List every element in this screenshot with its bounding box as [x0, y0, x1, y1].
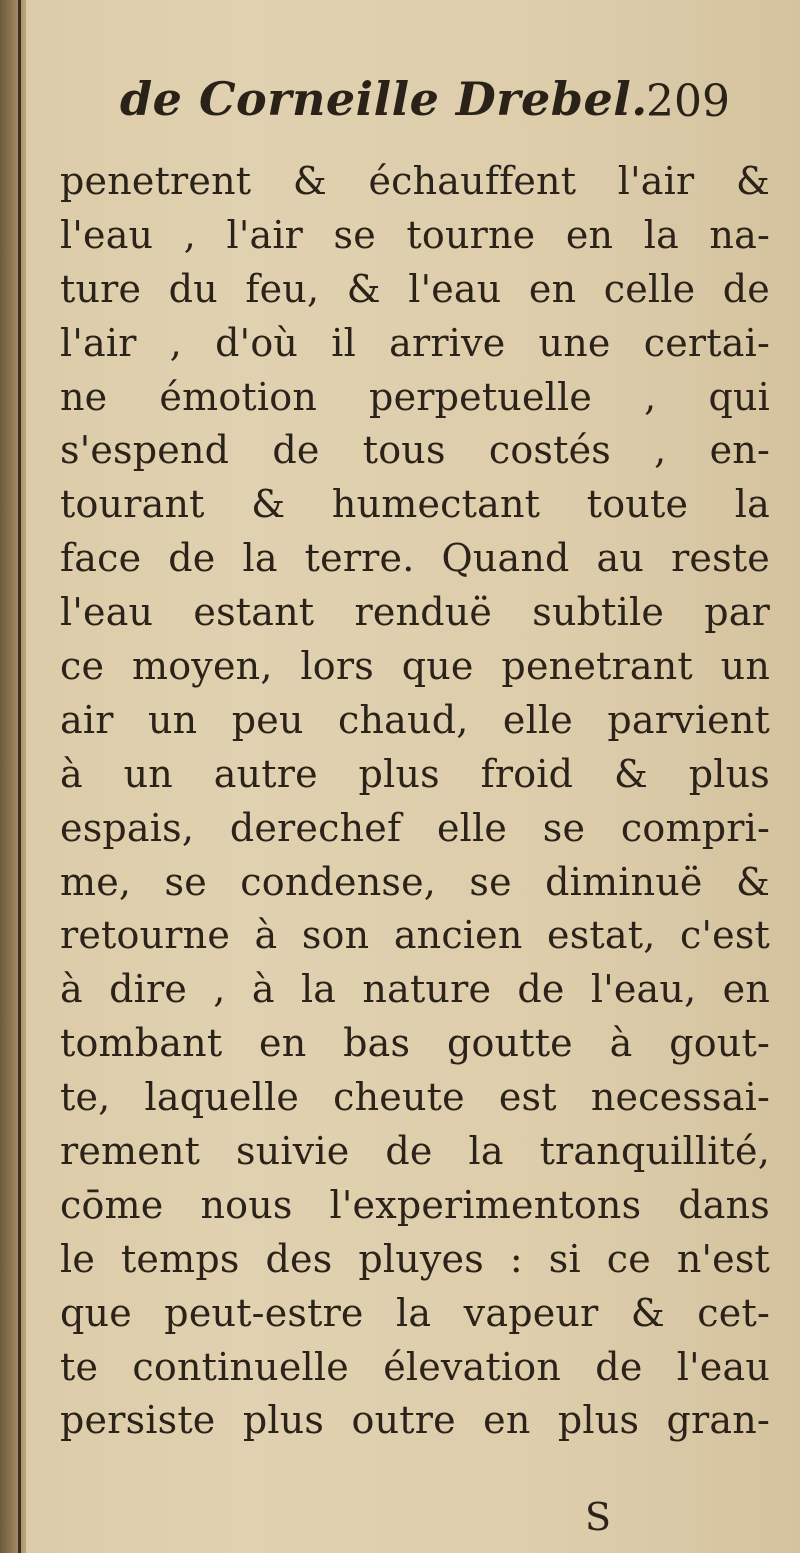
- text-line: à dire , à la nature de l'eau, en: [60, 967, 770, 1012]
- text-line: face de la terre. Quand au reste: [60, 536, 770, 581]
- text-line: te continuelle élevation de l'eau: [60, 1344, 770, 1389]
- text-line: tourant & humectant toute la: [60, 482, 770, 527]
- text-line: ture du feu, & l'eau en celle de: [60, 266, 770, 311]
- text-line: ne émotion perpetuelle , qui: [60, 374, 770, 419]
- text-line: à un autre plus froid & plus: [60, 751, 770, 796]
- text-line: me, se condense, se diminuë &: [60, 859, 770, 904]
- text-line: s'espend de tous costés , en-: [60, 428, 770, 473]
- text-line: l'eau , l'air se tourne en la na-: [60, 212, 770, 257]
- page-binding: [0, 0, 26, 1553]
- text-line: l'air , d'où il arrive une certai-: [60, 320, 770, 365]
- running-head: de Corneille Drebel.: [120, 72, 648, 126]
- page-number: 209: [646, 76, 730, 127]
- text-line: rement suivie de la tranquillité,: [60, 1129, 770, 1174]
- body-text: [60, 155, 770, 1448]
- text-line: tombant en bas goutte à gout-: [60, 1021, 770, 1066]
- binding-edge: [18, 0, 21, 1553]
- text-line: ce moyen, lors que penetrant un: [60, 644, 770, 689]
- text-line: te, laquelle cheute est necessai-: [60, 1075, 770, 1120]
- text-line: que peut-estre la vapeur & cet-: [60, 1290, 770, 1335]
- text-line: le temps des pluyes : si ce n'est: [60, 1236, 770, 1281]
- text-line: penetrent & échauffent l'air &: [60, 159, 770, 203]
- signature-mark: S: [585, 1495, 612, 1539]
- text-line: espais, derechef elle se compri-: [60, 805, 770, 850]
- page-header: [120, 72, 760, 152]
- text-line: l'eau estant renduë subtile par: [60, 590, 770, 635]
- text-line: retourne à son ancien estat, c'est: [60, 913, 770, 958]
- text-line: air un peu chaud, elle parvient: [60, 697, 770, 742]
- text-line: persiste plus outre en plus gran-: [60, 1398, 770, 1443]
- text-line: cōme nous l'experimentons dans: [60, 1182, 770, 1227]
